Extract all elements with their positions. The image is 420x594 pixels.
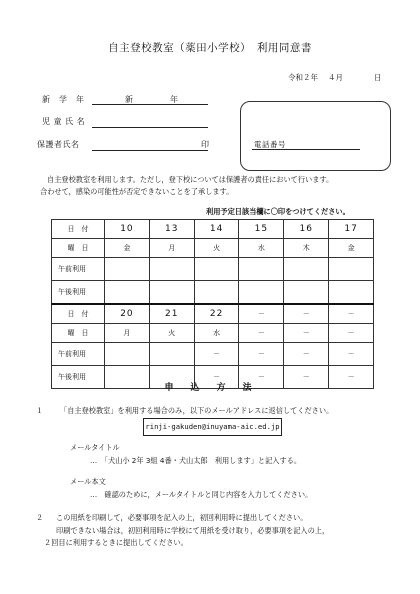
day-cell: 水 (194, 324, 239, 343)
day-header: 曜 日 (52, 239, 105, 258)
day-cell: 金 (329, 239, 374, 258)
date-cell: 13 (149, 220, 194, 239)
date-cell: 22 (194, 304, 239, 324)
week1-date-row (52, 220, 374, 239)
mail-title-label: メールタイトル (70, 443, 120, 452)
afternoon-cell[interactable] (194, 281, 239, 305)
step2-line-1: この用紙を印刷して，必要事項を記入の上，初回利用時に提出してください。 (56, 513, 308, 522)
day-cell: 火 (194, 239, 239, 258)
email-address[interactable]: rinji-gakuden@inuyama-aic.ed.jp (143, 418, 282, 436)
mail-title-text: … 「犬山小 2年 3組 4番・犬山太郎 利用します」と記入する。 (90, 456, 302, 465)
phone-field-line[interactable] (252, 149, 360, 150)
afternoon-cell: － (239, 366, 284, 389)
afternoon-cell[interactable] (329, 281, 374, 305)
morning-cell[interactable] (149, 343, 194, 366)
afternoon-cell: － (329, 366, 374, 389)
schedule-note: 利用予定日該当欄に〇印をつけてください。 (206, 207, 350, 216)
child-name-field-line[interactable] (92, 127, 208, 128)
step2-line-3: ２回目に利用するときに提出してください。 (44, 538, 188, 547)
step1-number: １ (36, 406, 44, 415)
afternoon-cell: － (194, 366, 239, 389)
mail-body-label: メール本文 (70, 477, 106, 486)
morning-cell: － (284, 343, 329, 366)
grade-field-line[interactable] (92, 104, 208, 105)
application-heading: 申 込 方 法 (164, 383, 256, 393)
day-cell: － (329, 324, 374, 343)
week1-afternoon-row (52, 281, 374, 305)
date-era: 令和２年 (288, 73, 318, 82)
morning-label: 午前利用 (52, 343, 105, 366)
date-day: 日 (374, 73, 382, 82)
schedule-table (51, 219, 374, 389)
week2-date-row (52, 304, 374, 324)
morning-cell[interactable] (105, 343, 150, 366)
morning-cell[interactable] (149, 258, 194, 281)
day-cell: 月 (149, 239, 194, 258)
date-cell: － (329, 304, 374, 324)
agreement-line-2: 合わせて，感染の可能性が否定できないことを了承します。 (40, 187, 234, 196)
child-name-label: 児 童 氏 名 (42, 117, 86, 126)
morning-cell[interactable] (239, 258, 284, 281)
step2-line-2: 印刷できない場合は，初回利用時に学校にて用紙を受け取り，必要事項を記入の上， (56, 526, 330, 535)
day-cell: 水 (239, 239, 284, 258)
date-cell: 21 (149, 304, 194, 324)
afternoon-cell[interactable] (284, 281, 329, 305)
afternoon-cell[interactable] (105, 281, 150, 305)
phone-label: 電話番号 (254, 140, 286, 149)
day-cell: 月 (105, 324, 150, 343)
week1-morning-row (52, 258, 374, 281)
date-cell: 14 (194, 220, 239, 239)
step2-number: ２ (36, 513, 44, 522)
agreement-line-1: 自主登校教室を利用します。ただし，登下校については保護者の責任において行います。 (47, 175, 334, 184)
mail-body-text: … 確認のために，メールタイトルと同じ内容を入力してください。 (90, 490, 313, 499)
day-header: 曜 日 (52, 324, 105, 343)
date-header: 日 付 (52, 304, 105, 324)
day-cell: 金 (105, 239, 150, 258)
afternoon-cell: － (284, 366, 329, 389)
day-cell: － (239, 324, 284, 343)
week1-day-row (52, 239, 374, 258)
date-cell: 17 (329, 220, 374, 239)
morning-cell: － (239, 343, 284, 366)
day-cell: 火 (149, 324, 194, 343)
guardian-name-label: 保護者氏名 (37, 140, 80, 149)
morning-cell[interactable] (105, 258, 150, 281)
step1-text: 「自主登校教室」を利用する場合のみ，以下のメールアドレスに返信してください。 (60, 406, 334, 415)
date-header: 日 付 (52, 220, 105, 239)
morning-cell: － (329, 343, 374, 366)
grade-label: 新 学 年 (42, 95, 85, 104)
week2-morning-row (52, 343, 374, 366)
morning-cell[interactable] (284, 258, 329, 281)
morning-cell[interactable] (194, 258, 239, 281)
afternoon-cell[interactable] (149, 281, 194, 305)
seal-mark: 印 (201, 140, 209, 149)
date-cell: 20 (105, 304, 150, 324)
morning-cell[interactable] (329, 258, 374, 281)
guardian-name-field-line[interactable] (92, 150, 208, 151)
phone-box (240, 101, 391, 171)
afternoon-label: 午後利用 (52, 366, 105, 389)
day-cell: 木 (284, 239, 329, 258)
date-cell: － (239, 304, 284, 324)
day-cell: － (284, 324, 329, 343)
date-cell: 15 (239, 220, 284, 239)
document-title: 自主登校教室（薬田小学校） 利用同意書 (108, 42, 312, 54)
afternoon-label: 午後利用 (52, 281, 105, 305)
date-cell: 16 (284, 220, 329, 239)
date-cell: 10 (105, 220, 150, 239)
date-cell: － (284, 304, 329, 324)
morning-label: 午前利用 (52, 258, 105, 281)
date-month: ４月 (328, 73, 343, 82)
morning-cell: － (194, 343, 239, 366)
week2-day-row (52, 324, 374, 343)
grade-value-prefix: 新 (125, 95, 133, 104)
afternoon-cell[interactable] (239, 281, 284, 305)
grade-value-suffix: 年 (170, 95, 178, 104)
